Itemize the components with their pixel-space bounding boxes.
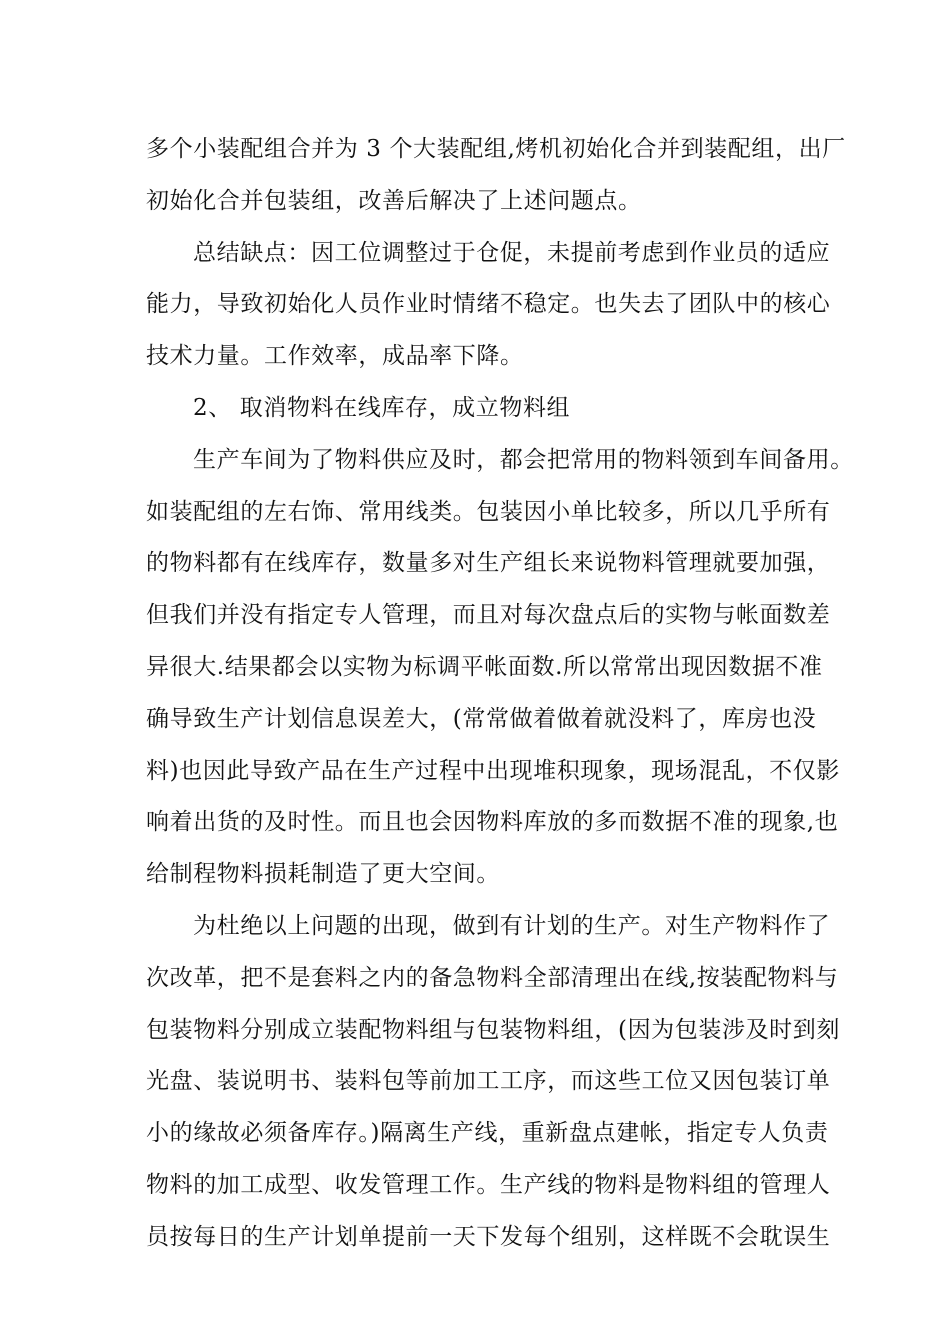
text-line: 技术力量。工作效率，成品率下降。 bbox=[146, 343, 524, 370]
text-line: 光盘、装说明书、装料包等前加工工序，而这些工位又因包装订单 bbox=[146, 1068, 831, 1095]
text-line: 确导致生产计划信息误差大，(常常做着做着就没料了，库房也没 bbox=[146, 705, 817, 732]
text-line: 多个小装配组合并为 3 个大装配组,烤机初始化合并到装配组，出厂 bbox=[146, 136, 846, 162]
text-line: 物料的加工成型、收发管理工作。生产线的物料是物料组的管理人 bbox=[146, 1171, 831, 1198]
text-line: 的物料都有在线库存，数量多对生产组长来说物料管理就要加强， bbox=[146, 550, 831, 577]
body-text bbox=[146, 124, 854, 1264]
text-line: 但我们并没有指定专人管理，而且对每次盘点后的实物与帐面数差 bbox=[146, 602, 831, 629]
section-heading: 2、 取消物料在线库存，成立物料组 bbox=[193, 394, 571, 421]
text-line: 异很大.结果都会以实物为标调平帐面数.所以常常出现因数据不准 bbox=[146, 653, 823, 680]
text-line: 响着出货的及时性。而且也会因物料库放的多而数据不准的现象,也 bbox=[146, 809, 839, 836]
text-line: 能力，导致初始化人员作业时情绪不稳定。也失去了团队中的核心 bbox=[146, 291, 831, 318]
paragraph-start-line: 为杜绝以上问题的出现，做到有计划的生产。对生产物料作了 bbox=[193, 912, 831, 939]
text-line: 员按每日的生产计划单提前一天下发每个组别，这样既不会耽误生 bbox=[146, 1223, 831, 1250]
text-line: 包装物料分别成立装配物料组与包装物料组，(因为包装涉及时到刻 bbox=[146, 1016, 840, 1043]
text-line: 料)也因此导致产品在生产过程中出现堆积现象，现场混乱，不仅影 bbox=[146, 757, 840, 784]
text-line: 给制程物料损耗制造了更大空间。 bbox=[146, 861, 500, 888]
text-line: 小的缘故必须备库存。)隔离生产线，重新盘点建帐，指定专人负责 bbox=[146, 1120, 829, 1147]
paragraph-start-line: 生产车间为了物料供应及时，都会把常用的物料领到车间备用。 bbox=[193, 446, 854, 473]
text-line: 次改革，把不是套料之内的备急物料全部清理出在线,按装配物料与 bbox=[146, 964, 839, 991]
text-line: 初始化合并包装组，改善后解决了上述问题点。 bbox=[146, 187, 642, 214]
text-line: 如装配组的左右饰、常用线类。包装因小单比较多，所以几乎所有 bbox=[146, 498, 831, 525]
paragraph-start-line: 总结缺点：因工位调整过于仓促，未提前考虑到作业员的适应 bbox=[193, 239, 831, 266]
